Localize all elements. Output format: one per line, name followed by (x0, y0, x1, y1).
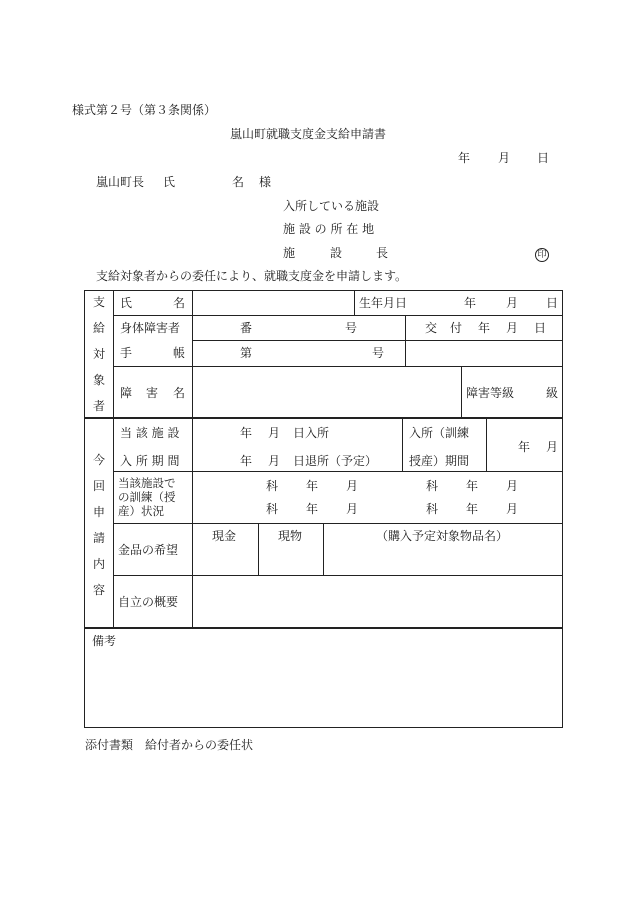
notebook-label-b: 帳 (173, 346, 186, 360)
training-status-1: 当該施設で (118, 476, 176, 490)
goods-type-label: 現物 (278, 529, 303, 543)
grade-unit: 級 (546, 386, 559, 400)
disability-grade-label: 障害等級 (466, 386, 515, 400)
name-label-a: 氏 (120, 296, 133, 310)
s1-vlabel-3: 象 (93, 373, 106, 387)
entry-day: 日入所 (293, 426, 330, 440)
cert-go-1: 号 (345, 321, 358, 335)
seal-mark: 印 (535, 248, 549, 262)
addressee-mei: 名 (232, 175, 245, 189)
disability-name-b: 害 (146, 386, 159, 400)
disability-name-c: 名 (173, 386, 186, 400)
cert-go-2: 号 (372, 346, 385, 360)
notebook-label-a: 手 (120, 346, 133, 360)
s2-vlabel-0: 今 (93, 453, 106, 467)
course-3-year: 年 (306, 502, 319, 516)
training-period-month: 月 (546, 440, 559, 454)
period-label-2: 入 所 期 間 (120, 454, 180, 468)
birth-label: 生年月日 (359, 296, 408, 310)
training-period-year: 年 (518, 440, 531, 454)
table-bottom-border (84, 727, 563, 728)
s2-vlabel-2: 申 (93, 505, 106, 519)
s2-vlabel-5: 容 (93, 583, 106, 597)
disability-cert-label: 身体障害者 (120, 321, 181, 335)
course-1-month: 月 (346, 479, 359, 493)
form-number: 様式第２号（第３条関係） (72, 103, 217, 117)
period-label-1: 当 該 施 設 (120, 426, 180, 440)
training-status-3: 産）状況 (118, 504, 164, 518)
disability-name-a: 障 (120, 386, 133, 400)
course-3: 科 (266, 502, 279, 516)
section-separator (84, 417, 563, 419)
course-4: 科 (426, 502, 439, 516)
s1-vlabel-1: 給 (93, 321, 106, 335)
exit-day: 日退所（予定） (293, 454, 378, 468)
independence-label: 自立の概要 (118, 595, 179, 609)
training-period-label-2: 授産）期間 (409, 454, 470, 468)
course-1-year: 年 (306, 479, 319, 493)
addressee-sama: 様 (259, 175, 272, 189)
course-2: 科 (426, 479, 439, 493)
facility-head-a: 施 (283, 246, 296, 260)
course-2-year: 年 (466, 479, 479, 493)
issue-month: 月 (506, 321, 519, 335)
exit-year: 年 (240, 454, 253, 468)
exit-month: 月 (268, 454, 281, 468)
facility-label: 入所している施設 (283, 199, 380, 213)
addressee-shi: 氏 (163, 175, 176, 189)
s1-field-divider (192, 290, 193, 418)
date-year: 年 (458, 151, 471, 165)
facility-head-c: 長 (376, 246, 389, 260)
entry-month: 月 (268, 426, 281, 440)
issue-a: 交 (425, 321, 438, 335)
form-title: 嵐山町就職支度金支給申請書 (230, 127, 387, 141)
cert-ban: 番 (240, 321, 253, 335)
s1-vlabel-2: 対 (93, 347, 106, 361)
addressee-town: 嵐山町長 (96, 175, 145, 189)
date-day: 日 (537, 151, 550, 165)
issue-day: 日 (534, 321, 547, 335)
remarks-separator (84, 627, 563, 629)
table-top-border (84, 290, 563, 291)
s2-vlabel-3: 請 (93, 531, 106, 545)
table-right-border (562, 290, 563, 728)
entry-year: 年 (240, 426, 253, 440)
birth-day: 日 (546, 296, 559, 310)
facility-head-b: 設 (330, 246, 343, 260)
attachment-note: 添付書類 給付者からの委任状 (85, 738, 254, 752)
training-period-label-1: 入所（訓練 (409, 426, 470, 440)
facility-location-label: 施 設 の 所 在 地 (283, 222, 375, 236)
intro-text: 支給対象者からの委任により、就職支度金を申請します。 (96, 269, 408, 283)
course-4-month: 月 (506, 502, 519, 516)
remarks-label: 備考 (92, 634, 117, 648)
s1-vlabel-0: 支 (93, 295, 106, 309)
table-left-border (84, 290, 85, 728)
s1-label-divider (113, 290, 114, 418)
birth-year: 年 (464, 296, 477, 310)
course-2-month: 月 (506, 479, 519, 493)
course-4-year: 年 (466, 502, 479, 516)
training-status-2: の訓練（授 (118, 490, 176, 504)
issue-b: 付 (450, 321, 463, 335)
date-month: 月 (498, 151, 511, 165)
name-label-b: 名 (173, 296, 186, 310)
course-1: 科 (266, 479, 279, 493)
s2-vlabel-1: 回 (93, 479, 106, 493)
s1-vlabel-4: 者 (93, 399, 106, 413)
issue-year: 年 (478, 321, 491, 335)
birth-month: 月 (506, 296, 519, 310)
cash-label: 現金 (212, 529, 237, 543)
s2-vlabel-4: 内 (93, 557, 106, 571)
goods-label: 金品の希望 (118, 543, 179, 557)
cert-dai: 第 (240, 346, 253, 360)
course-3-month: 月 (346, 502, 359, 516)
goods-name-label: （購入予定対象物品名） (376, 529, 509, 543)
